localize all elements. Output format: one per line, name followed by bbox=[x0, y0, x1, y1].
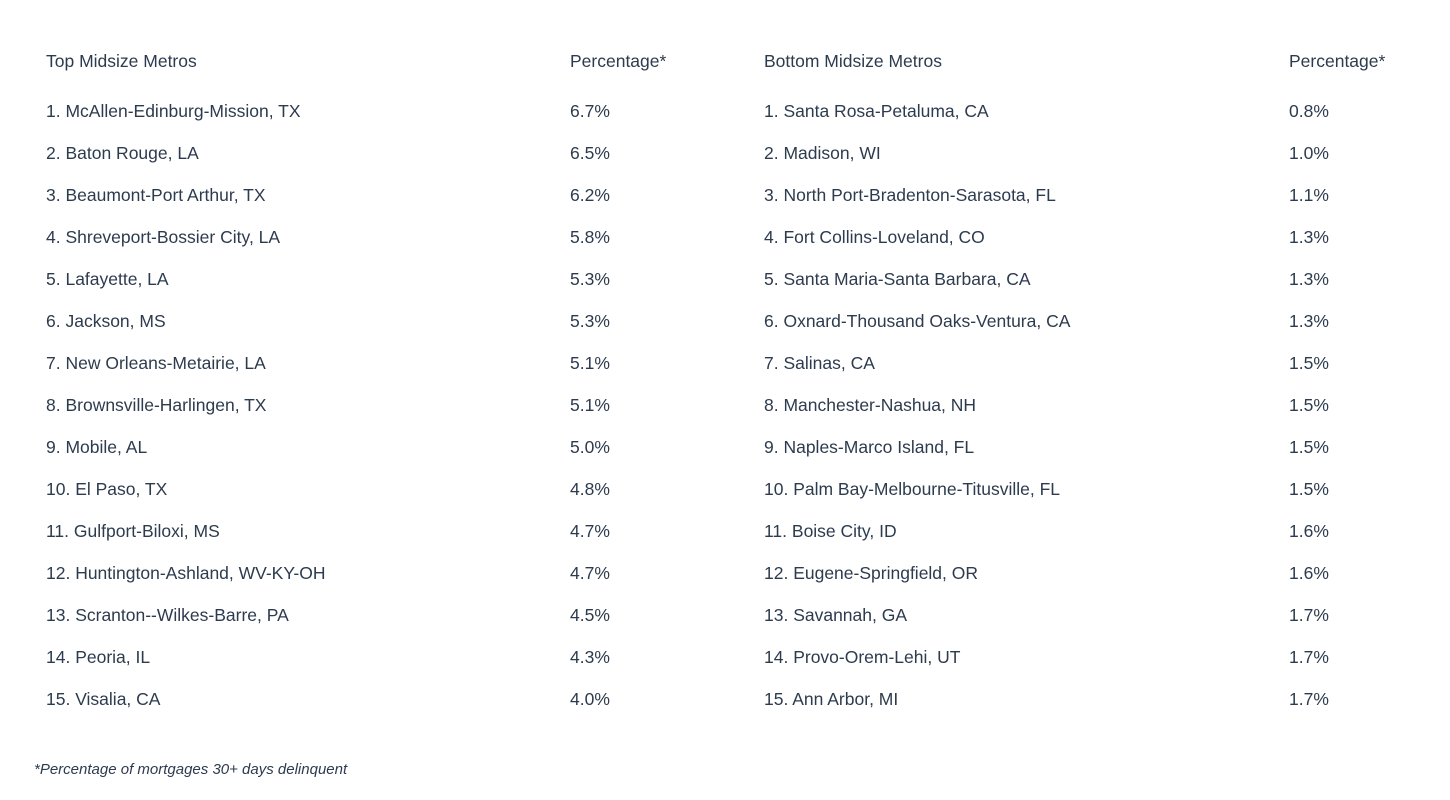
table-row bbox=[0, 594, 1450, 636]
cell-right-metro-name: 9. Naples-Marco Island, FL bbox=[764, 437, 975, 457]
cell-right-metro-name: 8. Manchester-Nashua, NH bbox=[764, 395, 977, 415]
table-row bbox=[0, 90, 1450, 132]
cell-right-percentage: 1.5% bbox=[1289, 437, 1329, 457]
cell-right-percentage: 1.6% bbox=[1289, 521, 1329, 541]
cell-right-percentage: 1.7% bbox=[1289, 689, 1329, 709]
cell-left-percentage: 4.7% bbox=[570, 521, 610, 541]
cell-left-metro-name: 5. Lafayette, LA bbox=[46, 269, 169, 289]
cell-right-metro-name: 7. Salinas, CA bbox=[764, 353, 875, 373]
header-left-percentage: Percentage* bbox=[570, 51, 667, 71]
metros-table-container bbox=[0, 40, 1450, 720]
table-row bbox=[0, 132, 1450, 174]
cell-right-percentage: 1.6% bbox=[1289, 563, 1329, 583]
cell-left-percentage: 6.7% bbox=[570, 101, 610, 121]
table-row bbox=[0, 510, 1450, 552]
table-row bbox=[0, 300, 1450, 342]
table-row bbox=[0, 384, 1450, 426]
table-row bbox=[0, 552, 1450, 594]
table-row bbox=[0, 636, 1450, 678]
cell-left-percentage: 5.0% bbox=[570, 437, 610, 457]
cell-left-metro-name: 13. Scranton--Wilkes-Barre, PA bbox=[46, 605, 289, 625]
cell-left-metro-name: 12. Huntington-Ashland, WV-KY-OH bbox=[46, 563, 326, 583]
cell-left-metro-name: 7. New Orleans-Metairie, LA bbox=[46, 353, 266, 373]
cell-right-metro-name: 10. Palm Bay-Melbourne-Titusville, FL bbox=[764, 479, 1060, 499]
cell-left-percentage: 5.1% bbox=[570, 353, 610, 373]
cell-right-percentage: 1.3% bbox=[1289, 311, 1329, 331]
cell-left-metro-name: 9. Mobile, AL bbox=[46, 437, 148, 457]
table-row bbox=[0, 342, 1450, 384]
cell-left-percentage: 6.5% bbox=[570, 143, 610, 163]
cell-right-percentage: 1.5% bbox=[1289, 353, 1329, 373]
cell-right-metro-name: 13. Savannah, GA bbox=[764, 605, 908, 625]
cell-right-metro-name: 2. Madison, WI bbox=[764, 143, 881, 163]
cell-right-percentage: 1.5% bbox=[1289, 479, 1329, 499]
cell-right-metro-name: 15. Ann Arbor, MI bbox=[764, 689, 899, 709]
header-bottom-midsize-metros: Bottom Midsize Metros bbox=[764, 51, 942, 71]
cell-right-percentage: 1.0% bbox=[1289, 143, 1329, 163]
header-right-percentage: Percentage* bbox=[1289, 51, 1386, 71]
cell-left-percentage: 5.8% bbox=[570, 227, 610, 247]
cell-left-percentage: 5.1% bbox=[570, 395, 610, 415]
cell-right-metro-name: 5. Santa Maria-Santa Barbara, CA bbox=[764, 269, 1031, 289]
cell-left-percentage: 4.5% bbox=[570, 605, 610, 625]
cell-left-percentage: 5.3% bbox=[570, 269, 610, 289]
cell-left-percentage: 6.2% bbox=[570, 185, 610, 205]
cell-right-metro-name: 11. Boise City, ID bbox=[764, 521, 897, 541]
cell-left-metro-name: 15. Visalia, CA bbox=[46, 689, 161, 709]
cell-right-percentage: 1.7% bbox=[1289, 605, 1329, 625]
cell-right-metro-name: 4. Fort Collins-Loveland, CO bbox=[764, 227, 985, 247]
cell-right-percentage: 1.7% bbox=[1289, 647, 1329, 667]
cell-left-metro-name: 6. Jackson, MS bbox=[46, 311, 166, 331]
cell-right-percentage: 1.1% bbox=[1289, 185, 1329, 205]
cell-right-metro-name: 6. Oxnard-Thousand Oaks-Ventura, CA bbox=[764, 311, 1071, 331]
cell-left-metro-name: 8. Brownsville-Harlingen, TX bbox=[46, 395, 267, 415]
cell-left-metro-name: 3. Beaumont-Port Arthur, TX bbox=[46, 185, 266, 205]
cell-right-percentage: 0.8% bbox=[1289, 101, 1329, 121]
header-top-midsize-metros: Top Midsize Metros bbox=[46, 51, 197, 71]
cell-right-metro-name: 1. Santa Rosa-Petaluma, CA bbox=[764, 101, 989, 121]
cell-left-percentage: 4.8% bbox=[570, 479, 610, 499]
cell-left-metro-name: 11. Gulfport-Biloxi, MS bbox=[46, 521, 220, 541]
cell-right-metro-name: 12. Eugene-Springfield, OR bbox=[764, 563, 979, 583]
cell-left-percentage: 4.3% bbox=[570, 647, 610, 667]
table-row bbox=[0, 678, 1450, 720]
footnote: *Percentage of mortgages 30+ days delinquent bbox=[34, 761, 348, 778]
cell-right-percentage: 1.5% bbox=[1289, 395, 1329, 415]
table-row bbox=[0, 426, 1450, 468]
table-row bbox=[0, 216, 1450, 258]
cell-left-percentage: 4.0% bbox=[570, 689, 610, 709]
cell-left-metro-name: 4. Shreveport-Bossier City, LA bbox=[46, 227, 281, 247]
cell-right-metro-name: 14. Provo-Orem-Lehi, UT bbox=[764, 647, 961, 667]
table-header-row bbox=[0, 40, 1450, 90]
table-header bbox=[0, 40, 1450, 90]
cell-left-metro-name: 2. Baton Rouge, LA bbox=[46, 143, 199, 163]
cell-right-metro-name: 3. North Port-Bradenton-Sarasota, FL bbox=[764, 185, 1056, 205]
cell-left-metro-name: 14. Peoria, IL bbox=[46, 647, 151, 667]
cell-left-metro-name: 10. El Paso, TX bbox=[46, 479, 168, 499]
cell-right-percentage: 1.3% bbox=[1289, 269, 1329, 289]
table-row bbox=[0, 468, 1450, 510]
table-row bbox=[0, 174, 1450, 216]
metros-table bbox=[0, 40, 1450, 720]
cell-left-metro-name: 1. McAllen-Edinburg-Mission, TX bbox=[46, 101, 301, 121]
table-row bbox=[0, 258, 1450, 300]
cell-left-percentage: 5.3% bbox=[570, 311, 610, 331]
cell-right-percentage: 1.3% bbox=[1289, 227, 1329, 247]
table-body bbox=[0, 90, 1450, 720]
cell-left-percentage: 4.7% bbox=[570, 563, 610, 583]
